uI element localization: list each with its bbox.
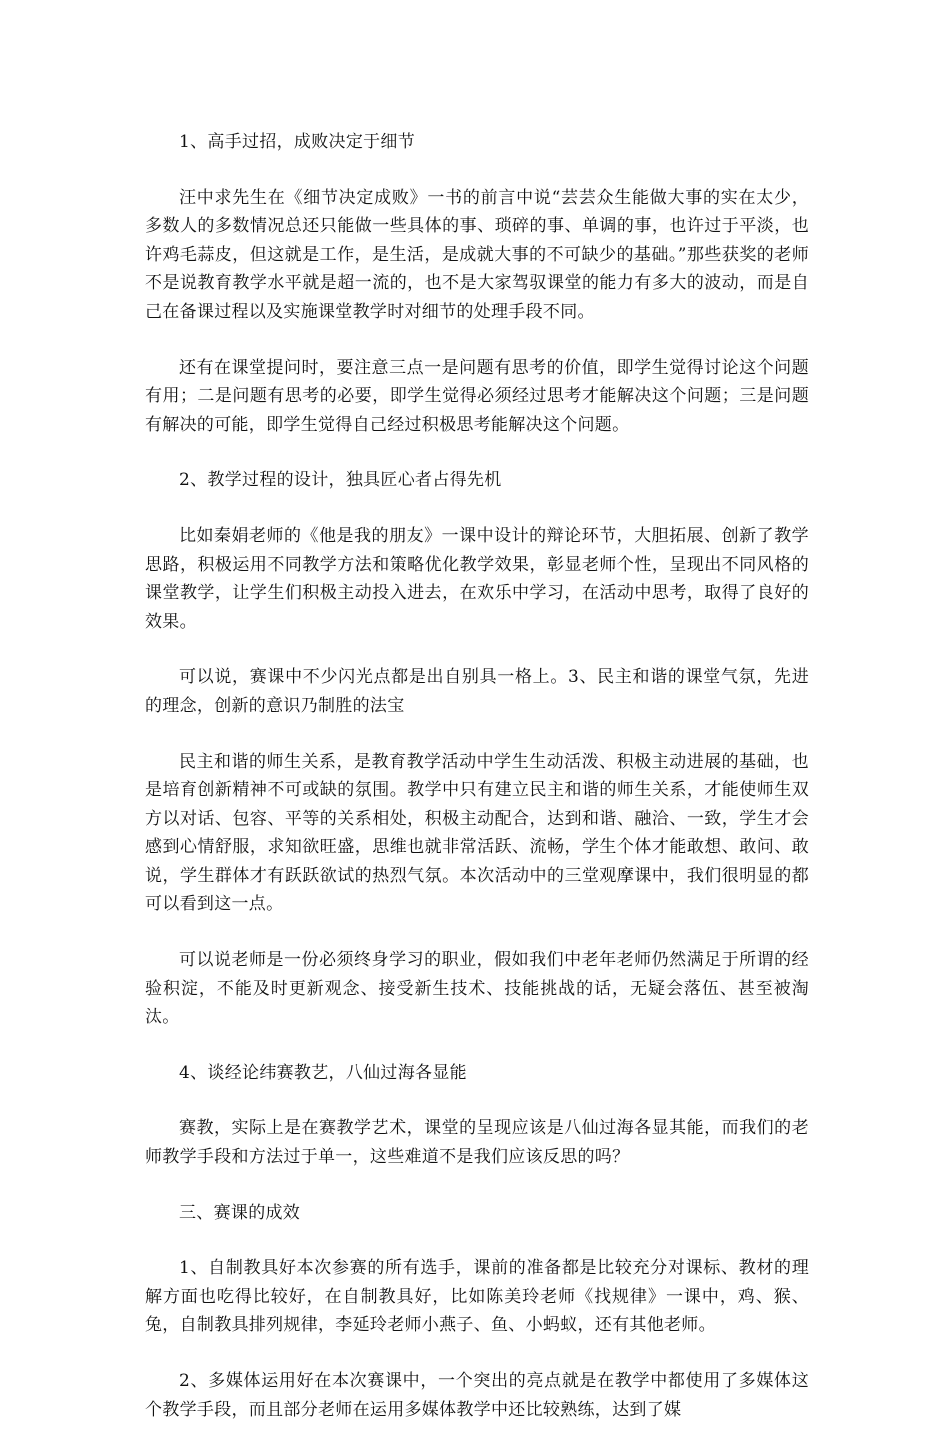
section-heading-results: 三、赛课的成效: [179, 1202, 301, 1223]
paragraph-teaching-aids: 1、自制教具好本次参赛的所有选手，课前的准备都是比较充分对课标、教材的理解方面也吃得比较好，在自制教具好，比如陈美玲老师《找规律》一课中，鸡、猴、兔，自制教具排列规律，李延玲老师小燕子、鱼、小蚂蚁，还有其他老师。: [145, 1258, 809, 1336]
paragraph-teaching-art: 赛教，实际上是在赛教学艺术，课堂的呈现应该是八仙过海各显其能，而我们的老师教学手段和方法过于单一，这些难道不是我们应该反思的吗？: [145, 1118, 809, 1168]
paragraph-multimedia: 2、多媒体运用好在本次赛课中，一个突出的亮点就是在教学中都使用了多媒体这个教学手段，而且部分老师在运用多媒体教学中还比较熟练，达到了媒: [145, 1371, 809, 1420]
paragraph-lifelong-learning: 可以说老师是一份必须终身学习的职业，假如我们中老年老师仍然满足于所谓的经验积淀，不能及时更新观念、接受新生技术、技能挑战的话，无疑会落伍、甚至被淘汰。: [145, 950, 809, 1028]
paragraph-highlights: 可以说，赛课中不少闪光点都是出自别具一格上。3、民主和谐的课堂气氛，先进的理念，创新的意识乃制胜的法宝: [145, 667, 809, 716]
document-page: [145, 128, 809, 1451]
paragraph-details-intro: 汪中求先生在《细节决定成败》一书的前言中说“芸芸众生能做大事的实在太少，多数人的多数情况总还只能做一些具体的事、琐碎的事、单调的事，也许过于平淡，也许鸡毛蒜皮，但这就是工作，是生活，是成就大事的不可缺少的基础。”那些获奖的老师不是说教育教学水平就是超一流的，也不是大家驾驭课堂的能力有多大的波动，而是自己在备课过程以及实施课堂教学时对细节的处理手段不同。: [145, 187, 809, 322]
section-heading-4: 4、谈经论纬赛教艺，八仙过海各显能: [179, 1062, 467, 1083]
paragraph-democratic-relationship: 民主和谐的师生关系，是教育教学活动中学生生动活泼、积极主动进展的基础，也是培育创新精神不可或缺的氛围。教学中只有建立民主和谐的师生关系，才能使师生双方以对话、包容、平等的关系相处，积极主动配合，达到和谐、融洽、一致，学生才会感到心情舒服，求知欲旺盛，思维也就非常活跃、流畅，学生个体才能敢想、敢问、敢说，学生群体才有跃跃欲试的热烈气氛。本次活动中的三堂观摩课中，我们很明显的都可以看到这一点。: [145, 751, 809, 915]
paragraph-questioning: 还有在课堂提问时，要注意三点一是问题有思考的价值，即学生觉得讨论这个问题有用；二是问题有思考的必要，即学生觉得必须经过思考才能解决这个问题；三是问题有解决的可能，即学生觉得自己经过积极思考能解决这个问题。: [145, 357, 809, 435]
section-heading-1: 1、高手过招，成败决定于细节: [179, 132, 416, 152]
section-heading-2: 2、教学过程的设计，独具匠心者占得先机: [179, 470, 502, 491]
paragraph-debate-example: 比如秦娟老师的《他是我的朋友》一课中设计的辩论环节，大胆拓展、创新了教学思路，积极运用不同教学方法和策略优化教学效果，彰显老师个性，呈现出不同风格的课堂教学，让学生们积极主动投入进去，在欢乐中学习，在活动中思考，取得了良好的效果。: [145, 525, 809, 632]
